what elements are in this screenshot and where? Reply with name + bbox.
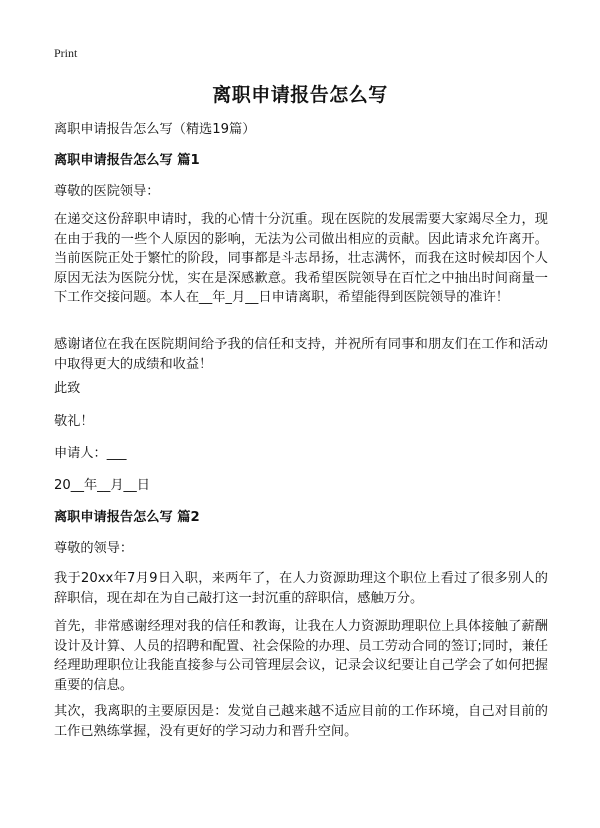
section-1-paragraph-2: 感谢诸位在我在医院期间给予我的信任和支持，并祝所有同事和朋友们在工作和活动中取得更大的成绩和收益！ — [54, 337, 548, 372]
section-1-closing-2: 敬礼！ — [54, 414, 94, 429]
section-2-paragraph-1: 我于20xx年7月9日入职，来两年了，在人力资源助理这个职位上看过了很多别人的辞职信，现在却在为自己敲打这一封沉重的辞职信，感触万分。 — [54, 571, 548, 606]
section-2-paragraph-2: 首先，非常感谢经理对我的信任和教诲，让我在人力资源助理职位上具体接触了薪酬设计及计算、人员的招聘和配置、社会保险的办理、员工劳动合同的签订;同时，兼任经理助理职位让我能直接参与公司管理层会议，记录会议纪要让自己学会了如何把握重要的信息。 — [54, 619, 548, 693]
section-1-applicant: 申请人：___ — [54, 446, 127, 461]
section-1-salutation: 尊敬的医院领导： — [54, 184, 160, 199]
document-intro: 离职申请报告怎么写（精选19篇） — [54, 122, 256, 137]
document-title: 离职申请报告怎么写 — [212, 84, 388, 106]
print-link[interactable]: Print — [54, 46, 78, 60]
section-2-paragraph-3: 其次，我离职的主要原因是：发觉自己越来越不适应目前的工作环境，自己对目前的工作已熟练掌握，没有更好的学习动力和晋升空间。 — [54, 704, 548, 739]
section-1-paragraph-1: 在递交这份辞职申请时，我的心情十分沉重。现在医院的发展需要大家竭尽全力，现在由于我的一些个人原因的影响，无法为公司做出相应的贡献。因此请求允许离开。当前医院正处于繁忙的阶段，同事都是斗志昂扬，壮志满怀，而我在这时候却因个人原因无法为医院分忧，实在是深感歉意。我希望医院领导在百忙之中抽出时间商量一下工作交接问题。本人在__年_月__日申请离职，希望能得到医院领导的准许！ — [54, 212, 548, 305]
section-1-date: 20__年__月__日 — [54, 478, 150, 493]
section-2-heading: 离职申请报告怎么写 篇2 — [54, 510, 200, 525]
section-2-salutation: 尊敬的领导： — [54, 541, 134, 556]
section-1-heading: 离职申请报告怎么写 篇1 — [54, 153, 200, 168]
section-1-closing-1: 此致 — [54, 381, 81, 396]
